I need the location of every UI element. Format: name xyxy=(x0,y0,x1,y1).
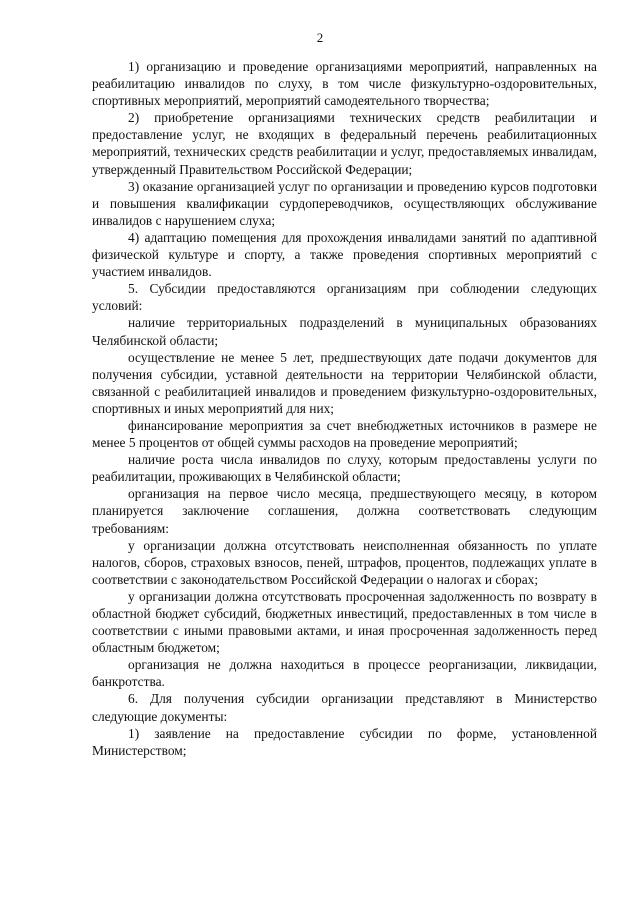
document-body xyxy=(92,58,597,759)
paragraph-requirement-taxes: у организации должна отсутствовать неисполненная обязанность по уплате налогов, сборов, страховых взносов, пеней, штрафов, процентов, подлежащих уплате в соответствии с законодательством Российской Федерации о налогах и сборах; xyxy=(92,537,597,587)
paragraph-requirement-debt: у организации должна отсутствовать просроченная задолженность по возврату в областной бюджет субсидий, бюджетных инвестиций, предоставленных в том числе в соответствии с иными правовыми актами, и иная просроченная задолженность перед областным бюджетом; xyxy=(92,588,597,656)
paragraph-condition-funding: финансирование мероприятия за счет внебюджетных источников в размере не менее 5 процентов от общей суммы расходов на проведение мероприятий; xyxy=(92,417,597,451)
paragraph-condition-branches: наличие территориальных подразделений в муниципальных образованиях Челябинской области; xyxy=(92,315,597,348)
paragraph-condition-growth: наличие роста числа инвалидов по слуху, которым предоставлены услуги по реабилитации, проживающих в Челябинской области; xyxy=(92,452,597,485)
paragraph-requirement-reorganization: организация не должна находиться в процессе реорганизации, ликвидации, банкротства. xyxy=(92,657,597,690)
paragraph-condition-requirements: организация на первое число месяца, предшествующего месяцу, в котором планируется заключение соглашения, должна соответствовать следующим требованиям: xyxy=(92,486,597,536)
paragraph-item-1-events: 1) организацию и проведение организациями мероприятий, направленных на реабилитацию инвалидов по слуху, в том числе физкультурно-оздоровительных, спортивных мероприятий, мероприятий самодеятельного творчества; xyxy=(92,59,597,109)
paragraph-document-application: 1) заявление на предоставление субсидии по форме, установленной Министерством; xyxy=(92,725,597,758)
paragraph-section-5-conditions: 5. Субсидии предоставляются организациям при соблюдении следующих условий: xyxy=(92,281,597,314)
paragraph-condition-activity-years: осуществление не менее 5 лет, предшествующих дате подачи документов для получения субсидии, уставной деятельности на территории Челябинской области, связанной с реабилитацией инвалидов и проведением физкультурно-оздоровительных, спортивных и иных мероприятий для них; xyxy=(92,349,597,416)
paragraph-item-2-rehab-means: 2) приобретение организациями технических средств реабилитации и предоставление услуг, не входящих в федеральный перечень реабилитационных мероприятий, технических средств реабилитации и услуг, предоставляемых инвалидам, утвержденный Правительством Российской Федерации; xyxy=(92,110,597,177)
paragraph-section-6-documents: 6. Для получения субсидии организации представляют в Министерство следующие документы: xyxy=(92,691,597,724)
page-number: 2 xyxy=(316,30,324,45)
paragraph-item-3-interpreter-courses: 3) оказание организацией услуг по организации и проведению курсов подготовки и повышения квалификации сурдопереводчиков, осуществляющих обслуживание инвалидов с нарушением слуха; xyxy=(92,178,597,228)
paragraph-item-4-premises: 4) адаптацию помещения для прохождения инвалидами занятий по адаптивной физической культуре и спорту, а также проведения спортивных мероприятий с участием инвалидов. xyxy=(92,229,597,280)
